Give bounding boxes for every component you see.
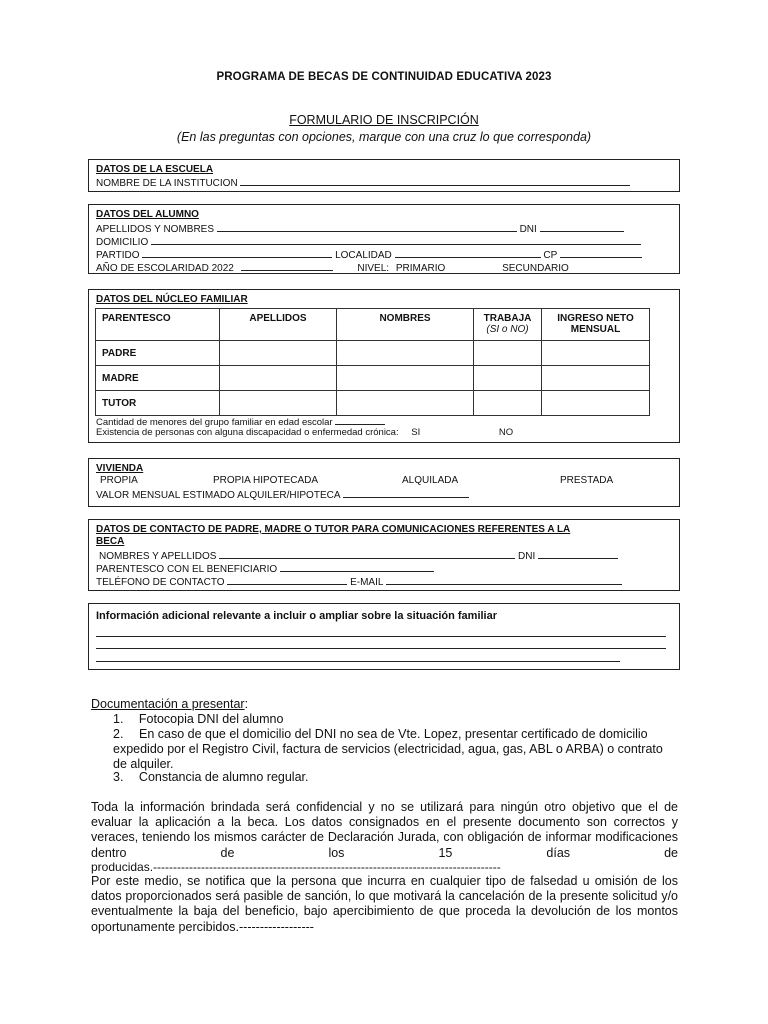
housing-option-propia[interactable]: PROPIA — [100, 475, 138, 486]
minors-label: Cantidad de menores del grupo familiar en edad escolar — [96, 417, 333, 428]
tutor-surnames-cell[interactable] — [220, 391, 337, 416]
student-names-field[interactable] — [217, 222, 517, 232]
contact-phone-field[interactable] — [227, 575, 347, 585]
row-label-madre: MADRE — [96, 366, 220, 391]
disability-no-option[interactable]: NO — [498, 427, 514, 438]
student-district-field[interactable] — [142, 248, 332, 258]
doc-item-3 — [113, 770, 308, 785]
family-row-padre — [96, 341, 650, 366]
col-surnames: APELLIDOS — [220, 309, 337, 341]
student-address-label: DOMICILIO — [96, 237, 149, 248]
level-secondary-option[interactable]: SECUNDARIO — [502, 263, 569, 274]
contact-dni-label: DNI — [518, 551, 536, 562]
student-cp-label: CP — [543, 250, 558, 261]
row-label-tutor: TUTOR — [96, 391, 220, 416]
contact-names-label: NOMBRES Y APELLIDOS — [99, 551, 217, 562]
student-locality-field[interactable] — [395, 248, 541, 258]
minors-field[interactable] — [335, 415, 385, 425]
family-row-madre — [96, 366, 650, 391]
documentation-title: Documentación a presentar — [91, 697, 245, 711]
contact-header-line2: BECA — [96, 536, 125, 547]
housing-header: VIVIENDA — [96, 463, 144, 474]
doc-item-2-num: 2. — [113, 727, 124, 741]
row-label-padre: PADRE — [96, 341, 220, 366]
student-district-label: PARTIDO — [96, 250, 140, 261]
col-names: NOMBRES — [337, 309, 474, 341]
contact-phone-label: TELÉFONO DE CONTACTO — [96, 577, 225, 588]
contact-header-line1: DATOS DE CONTACTO DE PADRE, MADRE O TUTOR PARA COMUNICACIONES REFERENTES A LA — [96, 524, 571, 535]
col-income: INGRESO NETO MENSUAL — [542, 309, 650, 341]
student-year-label: AÑO DE ESCOLARIDAD 2022 — [96, 263, 234, 274]
school-header: DATOS DE LA ESCUELA — [96, 164, 214, 175]
school-section — [88, 159, 680, 192]
contact-dni-field[interactable] — [538, 549, 618, 559]
disability-label: Existencia de personas con alguna discapacidad o enfermedad crónica: — [96, 427, 399, 438]
student-dni-field[interactable] — [540, 222, 624, 232]
padre-works-cell[interactable] — [474, 341, 542, 366]
housing-value-label: VALOR MENSUAL ESTIMADO ALQUILER/HIPOTECA — [96, 490, 340, 501]
student-locality-label: LOCALIDAD — [335, 250, 392, 261]
housing-option-alquilada[interactable]: ALQUILADA — [402, 475, 459, 486]
family-table-header-row — [96, 309, 650, 341]
contact-relationship-label: PARENTESCO CON EL BENEFICIARIO — [96, 564, 278, 575]
form-subtitle: FORMULARIO DE INSCRIPCIÓN — [289, 113, 479, 127]
padre-surnames-cell[interactable] — [220, 341, 337, 366]
additional-header: Información adicional relevante a incluir o ampliar sobre la situación familiar — [96, 610, 498, 622]
student-header: DATOS DEL ALUMNO — [96, 209, 199, 220]
contact-email-label: E-MAIL — [350, 577, 384, 588]
institution-label: NOMBRE DE LA INSTITUCION — [96, 178, 238, 189]
tutor-names-cell[interactable] — [337, 391, 474, 416]
contact-names-field[interactable] — [219, 549, 515, 559]
student-dni-label: DNI — [519, 224, 537, 235]
padre-income-cell[interactable] — [542, 341, 650, 366]
contact-section — [88, 519, 680, 591]
madre-works-cell[interactable] — [474, 366, 542, 391]
form-instruction: (En las preguntas con opciones, marque con una cruz lo que corresponda) — [176, 130, 592, 144]
documentation-title-line: Documentación a presentar: — [91, 697, 249, 711]
col-works-label: TRABAJA — [483, 313, 532, 324]
doc-item-1-num: 1. — [113, 712, 124, 726]
additional-line-1[interactable] — [96, 636, 666, 637]
family-table — [95, 308, 650, 416]
padre-names-cell[interactable] — [337, 341, 474, 366]
housing-option-hipotecada[interactable]: PROPIA HIPOTECADA — [213, 475, 319, 486]
institution-field[interactable] — [240, 176, 630, 186]
col-relationship: PARENTESCO — [96, 309, 220, 341]
legal-paragraph-1: Toda la información brindada será confidencial y no se utilizará para ningún otro objetivo que el de evaluar la aplicación a la beca. Los datos consignados en el presente documento son correctos y veraces, teniendo los mismos carácter de Declaración Jurada, con obligación de informar modificaciones dentro de los 15 días de — [91, 800, 678, 860]
legal-paragraph-1-end: producidas.--------------------------------------------------------------------------------------- — [91, 860, 501, 874]
family-section — [88, 289, 680, 443]
contact-relationship-field[interactable] — [280, 562, 434, 572]
doc-item-2 — [113, 727, 673, 772]
family-header: DATOS DEL NÚCLEO FAMILIAR — [96, 294, 248, 305]
madre-income-cell[interactable] — [542, 366, 650, 391]
student-names-label: APELLIDOS Y NOMBRES — [96, 224, 215, 235]
doc-item-3-text: Constancia de alumno regular. — [138, 770, 309, 784]
madre-surnames-cell[interactable] — [220, 366, 337, 391]
disability-yes-option[interactable]: SI — [411, 427, 421, 438]
housing-section — [88, 458, 680, 507]
legal-paragraph-2: Por este medio, se notifica que la persona que incurra en cualquier tipo de falsedad u omisión de los datos proporcionados será pasible de sanción, lo que motivará la cancelación de la presente solicitud y/o eventualmente la baja del beneficio, bajo apercibimiento de que proceda la devolución de los montos oportunamente percibidos.------------------ — [91, 874, 678, 934]
family-row-tutor — [96, 391, 650, 416]
tutor-works-cell[interactable] — [474, 391, 542, 416]
col-works-hint: (SI o NO) — [486, 324, 529, 335]
housing-value-field[interactable] — [343, 488, 469, 498]
doc-item-3-num: 3. — [113, 770, 124, 784]
student-section — [88, 204, 680, 274]
tutor-income-cell[interactable] — [542, 391, 650, 416]
additional-line-3[interactable] — [96, 661, 620, 662]
student-level-label: NIVEL: — [357, 263, 390, 274]
student-cp-field[interactable] — [560, 248, 642, 258]
contact-email-field[interactable] — [386, 575, 622, 585]
madre-names-cell[interactable] — [337, 366, 474, 391]
additional-section — [88, 603, 680, 670]
student-address-field[interactable] — [151, 235, 641, 245]
level-primary-option[interactable]: PRIMARIO — [395, 263, 446, 274]
doc-item-1 — [113, 712, 283, 727]
doc-item-2-text: En caso de que el domicilio del DNI no sea de Vte. Lopez, presentar certificado de domicilio expedido por el Registro Civil, factura de servicios (electricidad, agua, gas, ABL o ARBA) o contrato de alquiler. — [113, 727, 663, 771]
student-year-field[interactable] — [241, 261, 333, 271]
additional-line-2[interactable] — [96, 648, 666, 649]
housing-option-prestada[interactable]: PRESTADA — [560, 475, 614, 486]
form-title: PROGRAMA DE BECAS DE CONTINUIDAD EDUCATIVA 2023 — [216, 71, 552, 83]
col-works — [474, 309, 542, 341]
doc-item-1-text: Fotocopia DNI del alumno — [138, 712, 284, 726]
